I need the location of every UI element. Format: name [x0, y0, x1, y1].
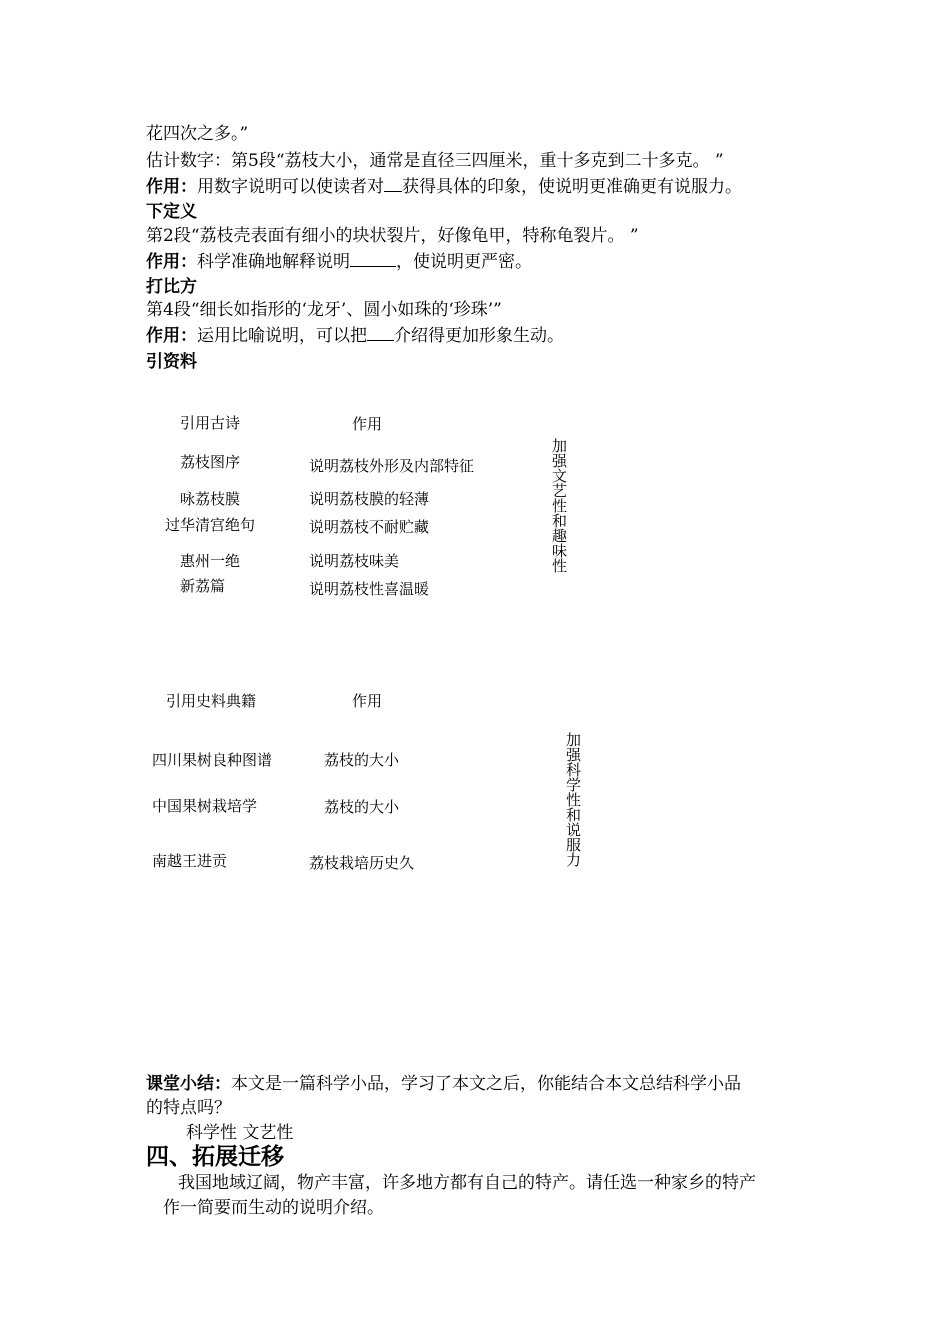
- poem-effect: 说明荔枝性喜温暖: [309, 580, 430, 598]
- extension-paragraph-2: 作一简要而生动的说明介绍。: [163, 1198, 384, 1218]
- poem-effect: 说明荔枝外形及内部特征: [309, 457, 475, 475]
- paragraph-effect-analogy: 作用：运用比喻说明，可以把 介绍得更加形象生动。: [146, 326, 564, 346]
- effect-label: 作用：: [146, 326, 197, 346]
- history-effect: 荔枝栽培历史久: [309, 854, 415, 872]
- history-summary-vertical: 加强科学性和说服力: [564, 732, 582, 867]
- summary-answer: 科学性 文艺性: [186, 1123, 294, 1143]
- paragraph-effect-definition: 作用：科学准确地解释说明 ，使说明更严密。: [146, 252, 532, 272]
- class-summary-cont: 的特点吗？: [146, 1098, 231, 1118]
- history-title: 南越王进贡: [152, 852, 228, 870]
- heading-citation: 引资料: [146, 352, 197, 372]
- heading-analogy: 打比方: [146, 277, 197, 297]
- summary-label: 课堂小结：: [146, 1074, 231, 1094]
- poem-title: 新荔篇: [180, 577, 226, 595]
- poems-col2-header: 作用: [352, 415, 383, 433]
- poems-col1-header: 引用古诗: [180, 414, 241, 432]
- poem-effect: 说明荔枝膜的轻薄: [309, 490, 430, 508]
- class-summary: 课堂小结：本文是一篇科学小品，学习了本文之后，你能结合本文总结科学小品: [146, 1074, 741, 1094]
- section-heading-extension: 四、拓展迁移: [146, 1144, 284, 1170]
- fill-blank: [367, 324, 394, 341]
- effect-label: 作用：: [146, 252, 197, 272]
- paragraph-definition: 第2段“荔枝壳表面有细小的块状裂片，好像龟甲，特称龟裂片。 ”: [146, 226, 639, 246]
- paragraph-estimate: 估计数字：第5段“荔枝大小，通常是直径三四厘米，重十多克到二十多克。 ”: [146, 151, 724, 171]
- paragraph-effect-numbers: 作用：用数字说明可以使读者对 获得具体的印象，使说明更准确更有说服力。: [146, 177, 742, 197]
- history-title: 中国果树栽培学: [152, 797, 258, 815]
- paragraph-analogy: 第4段“细长如指形的‘龙牙’、圆小如珠的‘珍珠’”: [146, 300, 502, 320]
- fill-blank: [350, 250, 396, 267]
- poem-title: 惠州一绝: [180, 552, 241, 570]
- history-effect: 荔枝的大小: [324, 751, 400, 769]
- history-effect: 荔枝的大小: [324, 798, 400, 816]
- poem-effect: 说明荔枝味美: [309, 552, 400, 570]
- poem-effect: 说明荔枝不耐贮藏: [309, 518, 430, 536]
- extension-paragraph-1: 我国地域辽阔，物产丰富，许多地方都有自己的特产。请任选一种家乡的特产: [178, 1173, 756, 1193]
- poems-summary-vertical: 加强文艺性和趣味性: [550, 438, 568, 573]
- poem-title: 咏荔枝膜: [180, 490, 241, 508]
- history-col1-header: 引用史料典籍: [166, 692, 257, 710]
- fill-blank: [384, 175, 402, 192]
- history-title: 四川果树良种图谱: [152, 751, 273, 769]
- effect-label: 作用：: [146, 177, 197, 197]
- paragraph-1: 花四次之多。”: [146, 124, 249, 144]
- poem-title: 荔枝图序: [180, 453, 241, 471]
- heading-definition: 下定义: [146, 202, 197, 222]
- poem-title: 过华清宫绝句: [165, 516, 256, 534]
- history-col2-header: 作用: [352, 692, 383, 710]
